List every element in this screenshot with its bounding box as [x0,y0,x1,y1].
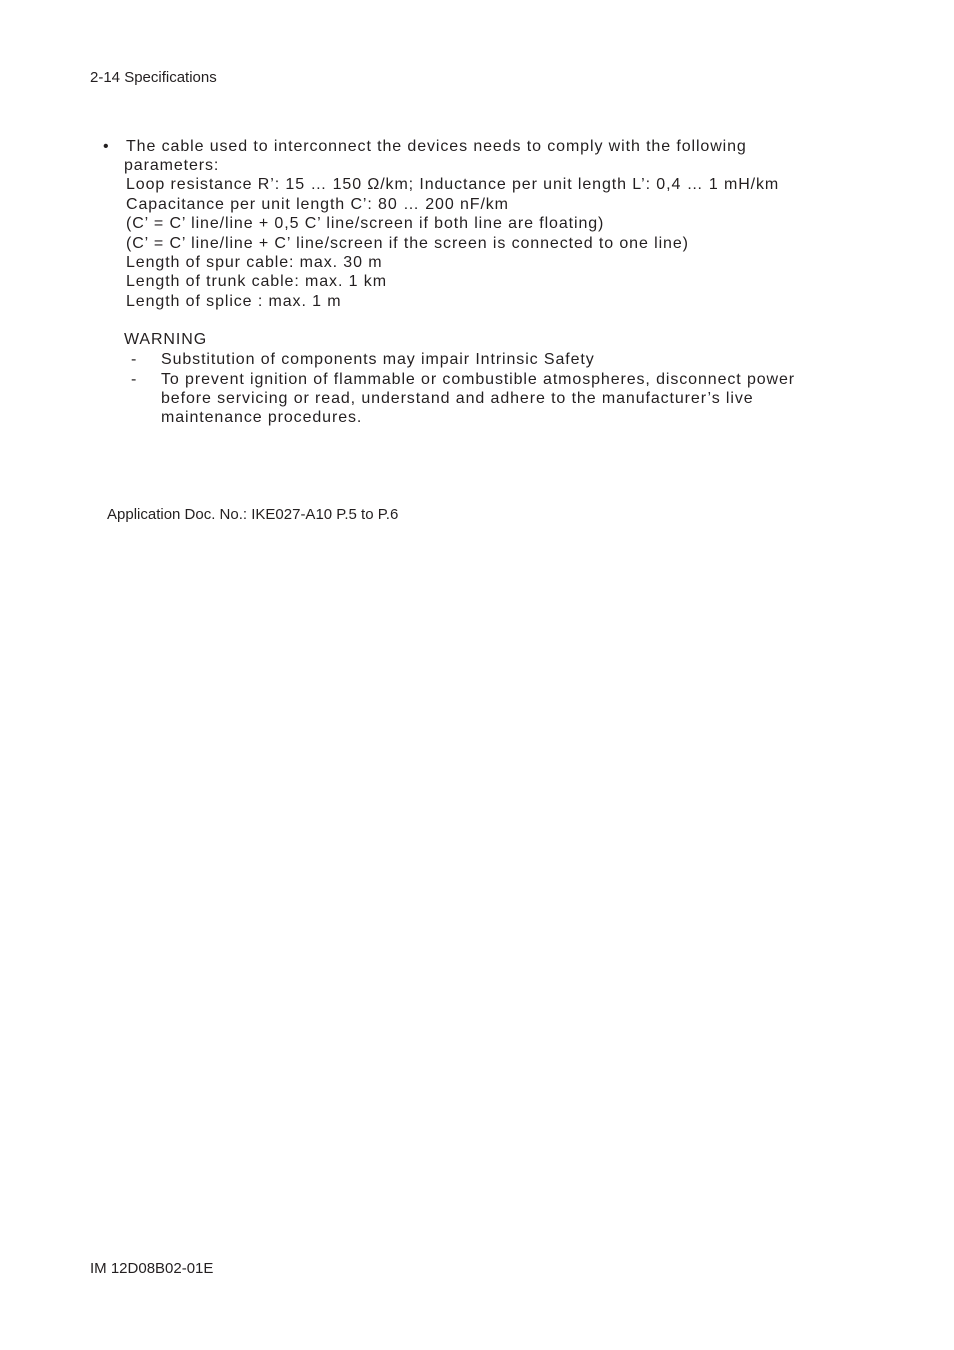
cable-parameters [124,156,779,311]
param-loop-resistance: Loop resistance R’: 15 … 150 Ω/km; Inductance per unit length L’: 0,4 … 1 mH/km [126,176,780,194]
application-doc-reference: Application Doc. No.: IKE027-A10 P.5 to P.6 [107,506,399,523]
cable-intro-line-1: The cable used to interconnect the devices needs to comply with the following [126,138,747,155]
bullet-marker: • [103,138,110,155]
param-trunk-length: Length of trunk cable: max. 1 km [126,273,387,291]
param-capacitance: Capacitance per unit length C’: 80 … 200 nF/km [126,195,509,213]
warning-item-line: To prevent ignition of flammable or combustible atmospheres, disconnect power [161,371,796,388]
warning-item-line: maintenance procedures. [161,409,363,426]
cable-intro-line-2: parameters: [124,157,220,174]
dash-marker: - [131,351,138,368]
param-floating-note: (C’ = C’ line/line + 0,5 C’ line/screen if both line are floating) [126,215,605,233]
param-screen-note: (C’ = C’ line/line + C’ line/screen if the screen is connected to one line) [126,234,689,252]
warning-title: WARNING [124,331,208,348]
warning-item-line: before servicing or read, understand and adhere to the manufacturer’s live [161,390,754,407]
param-spur-length: Length of spur cable: max. 30 m [126,254,383,272]
page-header: 2-14 Specifications [90,69,217,86]
param-splice-length: Length of splice : max. 1 m [126,292,342,310]
dash-marker: - [131,371,138,388]
page-footer-doc-number: IM 12D08B02-01E [90,1260,214,1277]
warning-item-line: Substitution of components may impair Intrinsic Safety [161,351,595,368]
